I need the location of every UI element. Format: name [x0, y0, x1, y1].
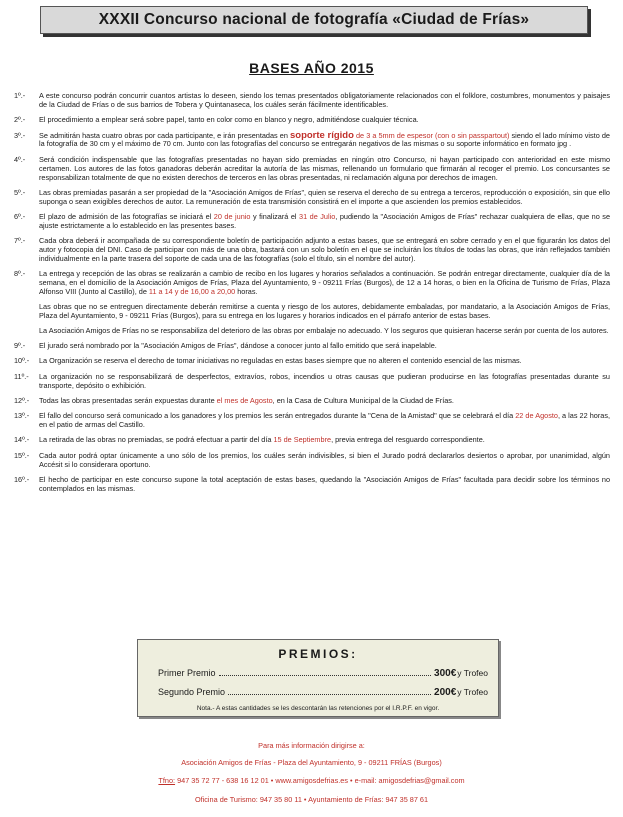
highlighted-text: 15 de Septiembre — [273, 435, 332, 445]
base-text — [39, 213, 610, 231]
base-text — [39, 92, 610, 110]
base-text-part: Se admitirán hasta cuatro obras por cada participante, e irán presentadas en — [39, 130, 290, 140]
leader-dots — [228, 688, 431, 695]
base-text-part: A este concurso podrán concurrir cuantos artistas lo deseen, siendo los temas presentados obligatoriamente relacionados con el folklore, costumbres, monumentos y paisajes de la Ciudad de Frías o de sus barrios de Tobera y Quintanaseca, los cuáles serán fácilmente identificables. — [39, 91, 610, 109]
first-prize-extra: y Trofeo — [457, 668, 488, 678]
base-item — [14, 129, 610, 150]
base-number: 3º.- — [14, 130, 26, 140]
base-text — [39, 412, 610, 430]
contact-address: Asociación Amigos de Frías - Plaza del Ayuntamiento, 9 - 09211 FRÍAS (Burgos) — [181, 758, 442, 767]
base-text-part: , en la Casa de Cultura Municipal de la Ciudad de Frías. — [272, 395, 454, 405]
base-item — [14, 412, 610, 430]
base-text-part: Será condición indispensable que las fotografías presentadas no hayan sido premiadas en ningún otro Concurso, ni hayan participado con anterioridad en este mismo certamen. Los autores de las fotos ganadoras deberán acreditar la autoría de las mismas, rellenando un formulario que firmarán al recoger el premio. Los concursantes se responsabilizan totalmente de que no existen derechos de terceros en las obras presentadas, ni reclamación alguna por derechos de imagen. — [39, 154, 610, 182]
base-text-part: El fallo del concurso será comunicado a los ganadores y los premios les serán entregados durante la "Cena de la Amistad" que se celebrará el día — [39, 411, 516, 421]
base-item — [14, 397, 610, 406]
prizes-box — [137, 639, 499, 717]
contact-line — [0, 776, 623, 785]
highlighted-text: soporte rígido — [289, 129, 354, 141]
base-text-part: siendo el lado mínimo visto de la fotografía de 30 cm y el máximo de 70 cm. Junto con las fotografías del concurso se entregarán negativos de las mismas o su soporte informático en formato jpg . — [39, 130, 610, 149]
second-prize-extra: y Trofeo — [457, 687, 488, 697]
base-item — [14, 213, 610, 231]
phone-label: Tfno: — [158, 776, 176, 785]
first-prize-row — [158, 668, 488, 679]
base-item — [14, 342, 610, 351]
base-text — [39, 397, 610, 406]
base-item — [14, 189, 610, 207]
base-text — [39, 476, 610, 494]
base-item — [14, 156, 610, 183]
base-number: 14º.- — [14, 435, 30, 445]
base-text — [39, 116, 610, 125]
highlighted-text: 20 de junio — [213, 212, 251, 222]
base-number: 6º.- — [14, 212, 26, 222]
contact-offices: Oficina de Turismo: 947 35 80 11 • Ayuntamiento de Frías: 947 35 87 61 — [194, 795, 429, 804]
base-text-part: Cada autor podrá optar únicamente a uno sólo de los premios, los cuáles serán indivisibles, si bien el Jurado podrá declararlos desiertos o aprobar, por unanimidad, algún Accésit si lo considerara oportuno. — [39, 450, 610, 469]
base-text-part: Las obras premiadas pasarán a ser propiedad de la "Asociación Amigos de Frías", quien se reserva el derecho de su entrega a terceros, reproducción o exposición, sin que ello suponga o sean exigibles derechos de autor. La remuneración de esta transmisión consistirá en el importe a que ascienden los premios establecidos. — [39, 187, 610, 206]
base-item — [14, 357, 610, 366]
contact-intro: Para más información dirigirse a: — [258, 741, 365, 750]
base-number: 16º.- — [14, 474, 30, 484]
highlighted-text: el mes de Agosto — [216, 395, 273, 405]
base-number: 13º.- — [14, 411, 30, 421]
base-number: 10º.- — [14, 356, 30, 366]
base-item — [14, 270, 610, 335]
base-text — [39, 129, 610, 150]
base-text — [39, 237, 610, 264]
base-text — [39, 270, 610, 335]
base-text-part: Cada obra deberá ir acompañada de su correspondiente boletín de participación adjunto a estas bases, que se entregará en sobre cerrado y en el que figurarán los datos del autor y fotocopia del DNI. Caso de participar con más de una obra, bastará con un solo boletín en el que se incluirán los títulos de todas las obras, que irán reflejados también individualmente en la parte trasera del soporte de cada una de las fotografías (solo el título, sin el nombre del autor). — [39, 236, 610, 264]
base-text — [39, 342, 610, 351]
base-item — [14, 476, 610, 494]
base-text-part: La retirada de las obras no premiadas, se podrá efectuar a partir del día — [39, 435, 274, 445]
base-item — [14, 452, 610, 470]
base-text-part: El procedimiento a emplear será sobre papel, tanto en color como en blanco y negro, admitiéndose cualquier técnica. — [39, 115, 419, 125]
base-text-part: y finalizará el — [250, 212, 300, 222]
bases-subtitle: BASES AÑO 2015 — [249, 60, 374, 76]
base-text-part: , a las 22 horas, en el patio de armas del Castillo. — [39, 411, 611, 430]
base-text-part: La entrega y recepción de las obras se realizarán a cambio de recibo en los lugares y horarios señalados a continuación. Se podrán entregar directamente, cualquier día de la semana, en el domicilio de la Asociación Amigos de Frías, Plaza del Ayuntamiento, 9 - 09211 Frías (Burgos), de 12 a 14 horas, o bien en la Oficina de Turismo de Frías, Plaza Alfonso VIII (Junto al Castillo), de — [39, 269, 610, 297]
base-text-part: Las obras que no se entreguen directamente deberán remitirse a cuenta y riesgo de los autores, debidamente embaladas, por mandatario, a la Asociación Amigos de Frías, Plaza del Ayuntamiento, 9 - 09211 Frías (Burgos), para su entrega en los lugares y horarios indicados en el párrafo anterior de estas bases. — [39, 302, 610, 320]
second-prize-label: Segundo Premio — [158, 687, 226, 697]
base-text-part: El plazo de admisión de las fotografías se iniciará el — [39, 212, 214, 222]
base-text-part: , pudiendo la "Asociación Amigos de Frías" rechazar cualquiera de ellas, que no se ajuste estrictamente a lo establecido en las presentes bases. — [39, 212, 610, 230]
base-text-part: El hecho de participar en este concurso supone la total aceptación de estas bases, quedando la "Asociación Amigos de Frías" facultada para decidir sobre los términos no contemplados en las mismas. — [39, 474, 610, 493]
base-text — [39, 452, 610, 470]
base-number: 8º.- — [14, 269, 26, 279]
second-prize-amount: 200€ — [434, 687, 457, 698]
base-text-part: El jurado será nombrado por la "Asociación Amigos de Frías", dándose a conocer junto al fallo emitido que será inapelable. — [39, 341, 437, 351]
base-number: 9º.- — [14, 341, 26, 351]
base-item — [14, 116, 610, 125]
base-number: 1º.- — [14, 91, 26, 100]
leader-dots — [219, 669, 432, 676]
first-prize-label: Primer Premio — [158, 668, 216, 678]
base-text-part: La organización no se responsabilizará de desperfectos, extravíos, robos, incendios u otras causas que pudieran producirse en las fotografías presentadas durante su transporte, depósito o exhibición. — [39, 371, 610, 390]
second-prize-row — [158, 687, 488, 698]
highlighted-text: 31 de Julio — [299, 212, 336, 222]
base-number: 7º.- — [14, 236, 26, 246]
base-text-part: La Organización se reserva el derecho de tomar iniciativas no reguladas en estas bases siempre que no alteren el contenido esencial de las mismas. — [39, 356, 522, 366]
base-text — [39, 357, 610, 366]
base-number: 15º.- — [14, 450, 30, 460]
base-text-part: Todas las obras presentadas serán expuestas durante — [39, 395, 217, 405]
bases-list — [14, 92, 610, 500]
base-text-part: La Asociación Amigos de Frías no se responsabiliza del deterioro de las obras por embalaje no adecuado. Y los seguros que quisieran hacerse serán por cuenta de los autores. — [39, 325, 609, 335]
base-text — [39, 436, 610, 445]
contact-details[interactable]: 947 35 72 77 - 638 16 12 01 • www.amigosdefrias.es • e-mail: amigosdefrias@gmail.com — [175, 776, 465, 785]
base-text — [39, 189, 610, 207]
base-number: 11º.- — [14, 371, 29, 381]
base-item — [14, 373, 610, 391]
base-text-part: , previa entrega del resguardo correspondiente. — [331, 435, 485, 445]
base-text-part: horas. — [235, 287, 258, 297]
prizes-note: Nota.- A estas cantidades se les descontarán las retenciones por el I.R.P.F. en vigor. — [196, 705, 440, 712]
base-number: 12º.- — [14, 395, 30, 405]
base-number: 2º.- — [14, 115, 26, 125]
prizes-title: PREMIOS: — [278, 647, 358, 661]
base-number: 5º.- — [14, 187, 26, 197]
highlighted-text: de 3 a 5mm de espesor (con o sin passpartout) — [353, 130, 510, 140]
page-title: XXXII Concurso nacional de fotografía «Ciudad de Frías» — [40, 6, 588, 34]
base-number: 4º.- — [14, 154, 26, 164]
base-text — [39, 156, 610, 183]
highlighted-text: 22 de Agosto — [515, 411, 558, 421]
highlighted-text: 11 a 14 y de 16,00 a 20,00 — [148, 287, 236, 297]
base-item — [14, 436, 610, 445]
first-prize-amount: 300€ — [434, 668, 457, 679]
base-item — [14, 92, 610, 110]
base-item — [14, 237, 610, 264]
base-text — [39, 373, 610, 391]
